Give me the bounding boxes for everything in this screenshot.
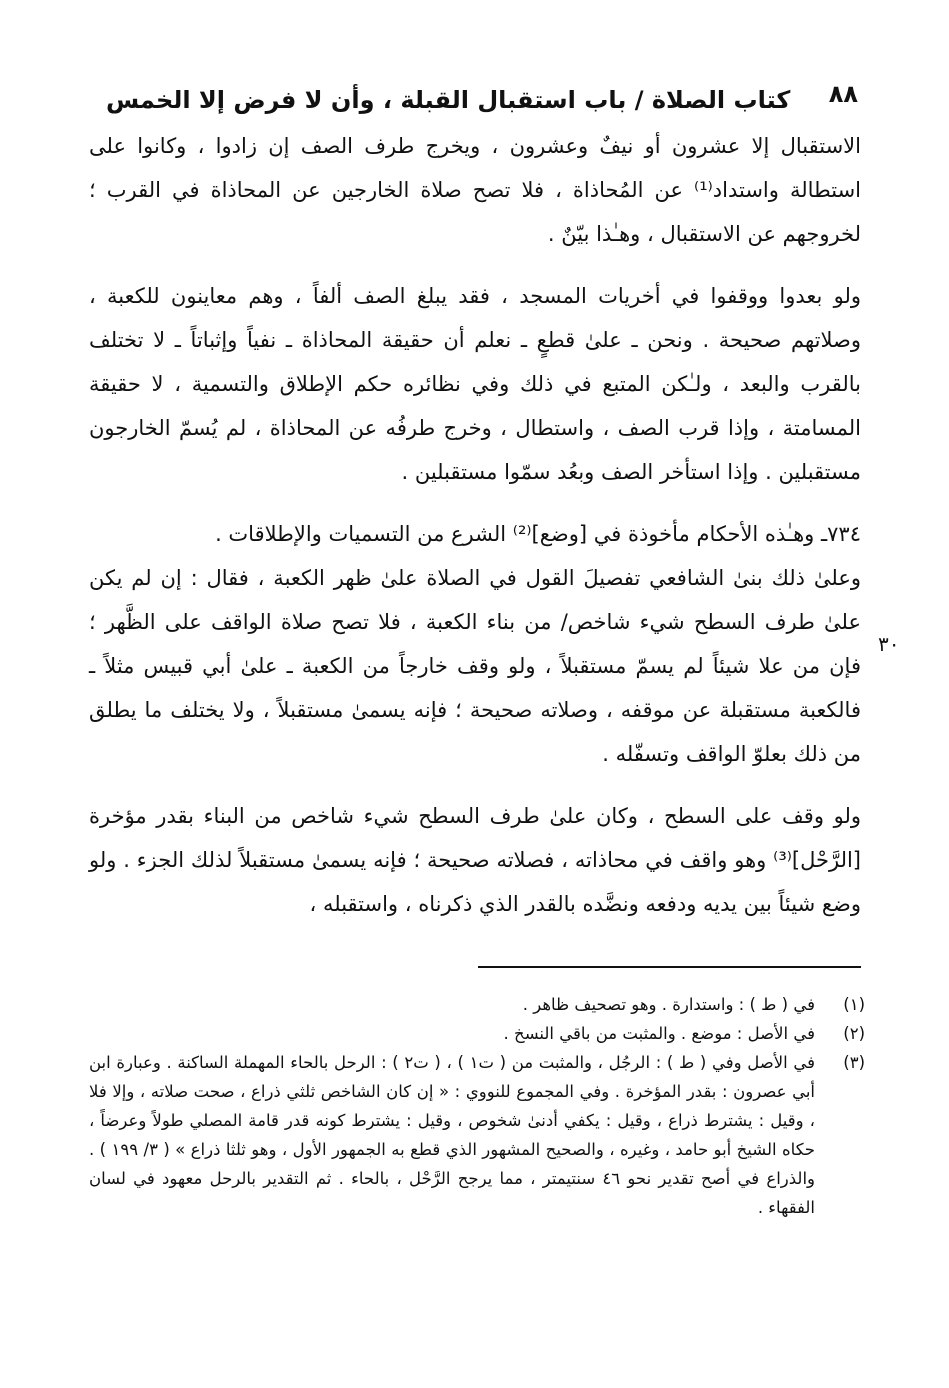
paragraph: ولو وقف على السطح ، وكان علىٰ طرف السطح شيء شاخص من البناء بقدر مؤخرة [الرَّحْل]⁽³⁾ وهو واقف في محاذاته ، فصلاته صحيحة ؛ فإنه يسمىٰ مستقبلاً لذلك الجزء . ولو وضع شيئاً بين يديه ودفعه ونضَّده بالقدر الذي ذكرناه ، واستقبله ، (89, 804, 861, 916)
margin-folio-number: ٣٠ (878, 632, 900, 656)
footnote-text: في ( ط ) : واستدارة . وهو تصحيف ظاهر . (522, 995, 815, 1014)
footnote-number: (٣) (843, 1053, 865, 1072)
paragraph: الاستقبال إلا عشرون أو نيفٌ وعشرون ، ويخرج طرف الصف إن زادوا ، وكانوا على استطالة واستداد⁽¹⁾ عن المُحاذاة ، فلا تصح صلاة الخارجين عن المحاذاة في القرب ؛ لخروجهم عن الاستقبال ، وهـٰذا بيّنٌ . (89, 134, 861, 246)
footnote (89, 1048, 865, 1222)
paragraph: وعلىٰ ذلك بنىٰ الشافعي تفصيلَ القول في الصلاة علىٰ ظهر الكعبة ، فقال : إن لم يكن علىٰ طرف السطح شيء شاخص/ من بناء الكعبة ، فلا تصح صلاة الواقف على الظَّهر ؛ فإن من علا شيئاً لم يسمّ مستقبلاً ، ولو وقف خارجاً من الكعبة ـ علىٰ أبي قبيس مثلاً ـ فالكعبة مستقبلة عن موقفه ، وصلاته صحيحة ؛ فإنه يسمىٰ مستقبلاً ، ولا يختلف ما يطلق من ذلك بعلوّ الواقف وتسفّله . (89, 566, 861, 766)
footnote-separator (478, 966, 861, 968)
footnote (89, 990, 865, 1019)
header-title: كتاب الصلاة / باب استقبال القبلة ، وأن لا فرض إلا الخمس (106, 86, 791, 114)
footnote-number: (١) (843, 995, 865, 1014)
running-header (106, 80, 858, 120)
page-number: ٨٨ (828, 80, 858, 108)
footnote-text: في الأصل : موضع . والمثبت من باقي النسخ . (503, 1024, 815, 1043)
footnote-number: (٢) (843, 1024, 865, 1043)
main-text (89, 124, 861, 926)
paragraph: ولو بعدوا ووقفوا في أخريات المسجد ، فقد يبلغ الصف ألفاً ، وهم معاينون للكعبة ، وصلاتهم صحيحة . ونحن ـ علىٰ قطعٍ ـ نعلم أن حقيقة المحاذاة ـ نفياً وإثباتاً ـ لا تختلف بالقرب والبعد ، ولـٰكن المتبع في ذلك وفي نظائره حكم الإطلاق والتسمية ، لا حقيقة المسامتة ، وإذا قرب الصف ، واستطال ، وخرج طرفُه عن المحاذاة ، لم يُسمّ الخارجون مستقبلين . وإذا استأخر الصف وبعُد سمّوا مستقبلين . (89, 284, 861, 484)
footnotes (89, 990, 865, 1222)
paragraph-numbered: ٧٣٤ـ وهـٰذه الأحكام مأخوذة في [وضع]⁽²⁾ الشرع من التسميات والإطلاقات . (215, 522, 861, 546)
footnote-text: في الأصل وفي ( ط ) : الرجُل ، والمثبت من ( ت١ ) ، ( ت٢ ) : الرحل بالحاء المهملة الساكنة . وعبارة ابن أبي عصرون : بقدر المؤخرة . وفي المجموع للنووي : « إن كان الشاخص ثلثي ذراع ، صحت صلاته ، وإلا فلا ، وقيل : يشترط ذراع ، وقيل : يكفي أدنىٰ شخوص ، وقيل : يشترط كونه قدر قامة المصلي طولاً وعرضاً ، حكاه الشيخ أبو حامد ، وغيره ، والصحيح المشهور الذي قطع به الجمهور الأول ، وهو ثلثا ذراع » ( ٣/ ١٩٩ ) . والذراع في أصح تقدير نحو ٤٦ سنتيمتر ، مما يرجح الرَّحْل ، بالحاء . ثم التقدير بالرحل معهود في لسان الفقهاء . (89, 1053, 816, 1217)
footnote (89, 1019, 865, 1048)
